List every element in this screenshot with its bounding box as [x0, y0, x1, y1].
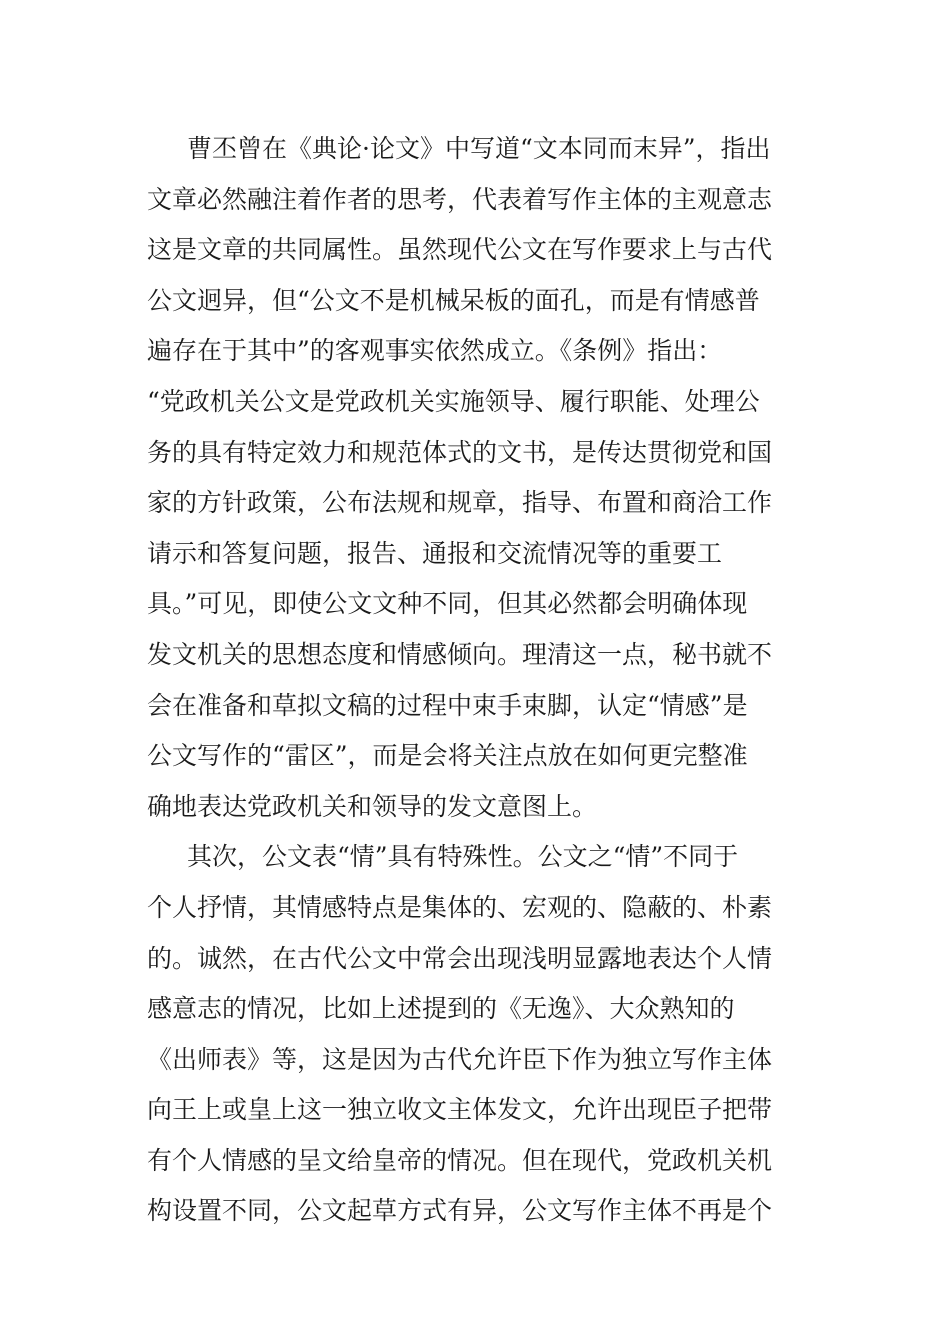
- text-line: 《出师表》等，这是因为古代允许臣下作为独立写作主体: [147, 1044, 773, 1074]
- body-text: [147, 124, 807, 1237]
- text-line: 曹丕曾在《典论·论文》中写道“文本同而末异”，指出: [187, 134, 771, 163]
- text-line: 公文迥异，但“公文不是机械呆板的面孔，而是有情感普: [147, 285, 760, 315]
- text-line: 感意志的情况，比如上述提到的《无逸》、大众熟知的: [147, 994, 735, 1024]
- text-line: 具。”可见，即使公文文种不同，但其必然都会明确体现: [147, 589, 748, 619]
- text-line: 发文机关的思想态度和情感倾向。理清这一点，秘书就不: [147, 639, 773, 669]
- text-line: 公文写作的“雷区”，而是会将关注点放在如何更完整准: [147, 741, 748, 771]
- text-line: 向王上或皇上这一独立收文主体发文，允许出现臣子把带: [147, 1095, 773, 1125]
- text-line: 构设置不同，公文起草方式有异，公文写作主体不再是个: [147, 1196, 773, 1226]
- text-line: 确地表达党政机关和领导的发文意图上。: [147, 791, 598, 821]
- text-line: 的。诚然，在古代公文中常会出现浅明显露地表达个人情: [147, 943, 773, 973]
- text-line: 请示和答复问题，报告、通报和交流情况等的重要工: [147, 538, 723, 568]
- text-line: 务的具有特定效力和规范体式的文书，是传达贯彻党和国: [147, 437, 773, 467]
- text-line: 这是文章的共同属性。虽然现代公文在写作要求上与古代: [147, 235, 773, 265]
- text-line: “党政机关公文是党政机关实施领导、履行职能、处理公: [147, 386, 760, 416]
- text-line: 家的方针政策，公布法规和规章，指导、布置和商洽工作: [147, 488, 773, 518]
- text-line: 有个人情感的呈文给皇帝的情况。但在现代，党政机关机: [147, 1145, 773, 1175]
- text-line: 会在准备和草拟文稿的过程中束手束脚，认定“情感”是: [147, 690, 748, 720]
- text-line: 遍存在于其中”的客观事实依然成立。《条例》指出：: [147, 336, 723, 366]
- text-line: 个人抒情，其情感特点是集体的、宏观的、隐蔽的、朴素: [147, 892, 773, 922]
- text-line: 文章必然融注着作者的思考，代表着写作主体的主观意志: [147, 184, 773, 214]
- text-line: 其次，公文表“情”具有特殊性。公文之“情”不同于: [187, 842, 739, 872]
